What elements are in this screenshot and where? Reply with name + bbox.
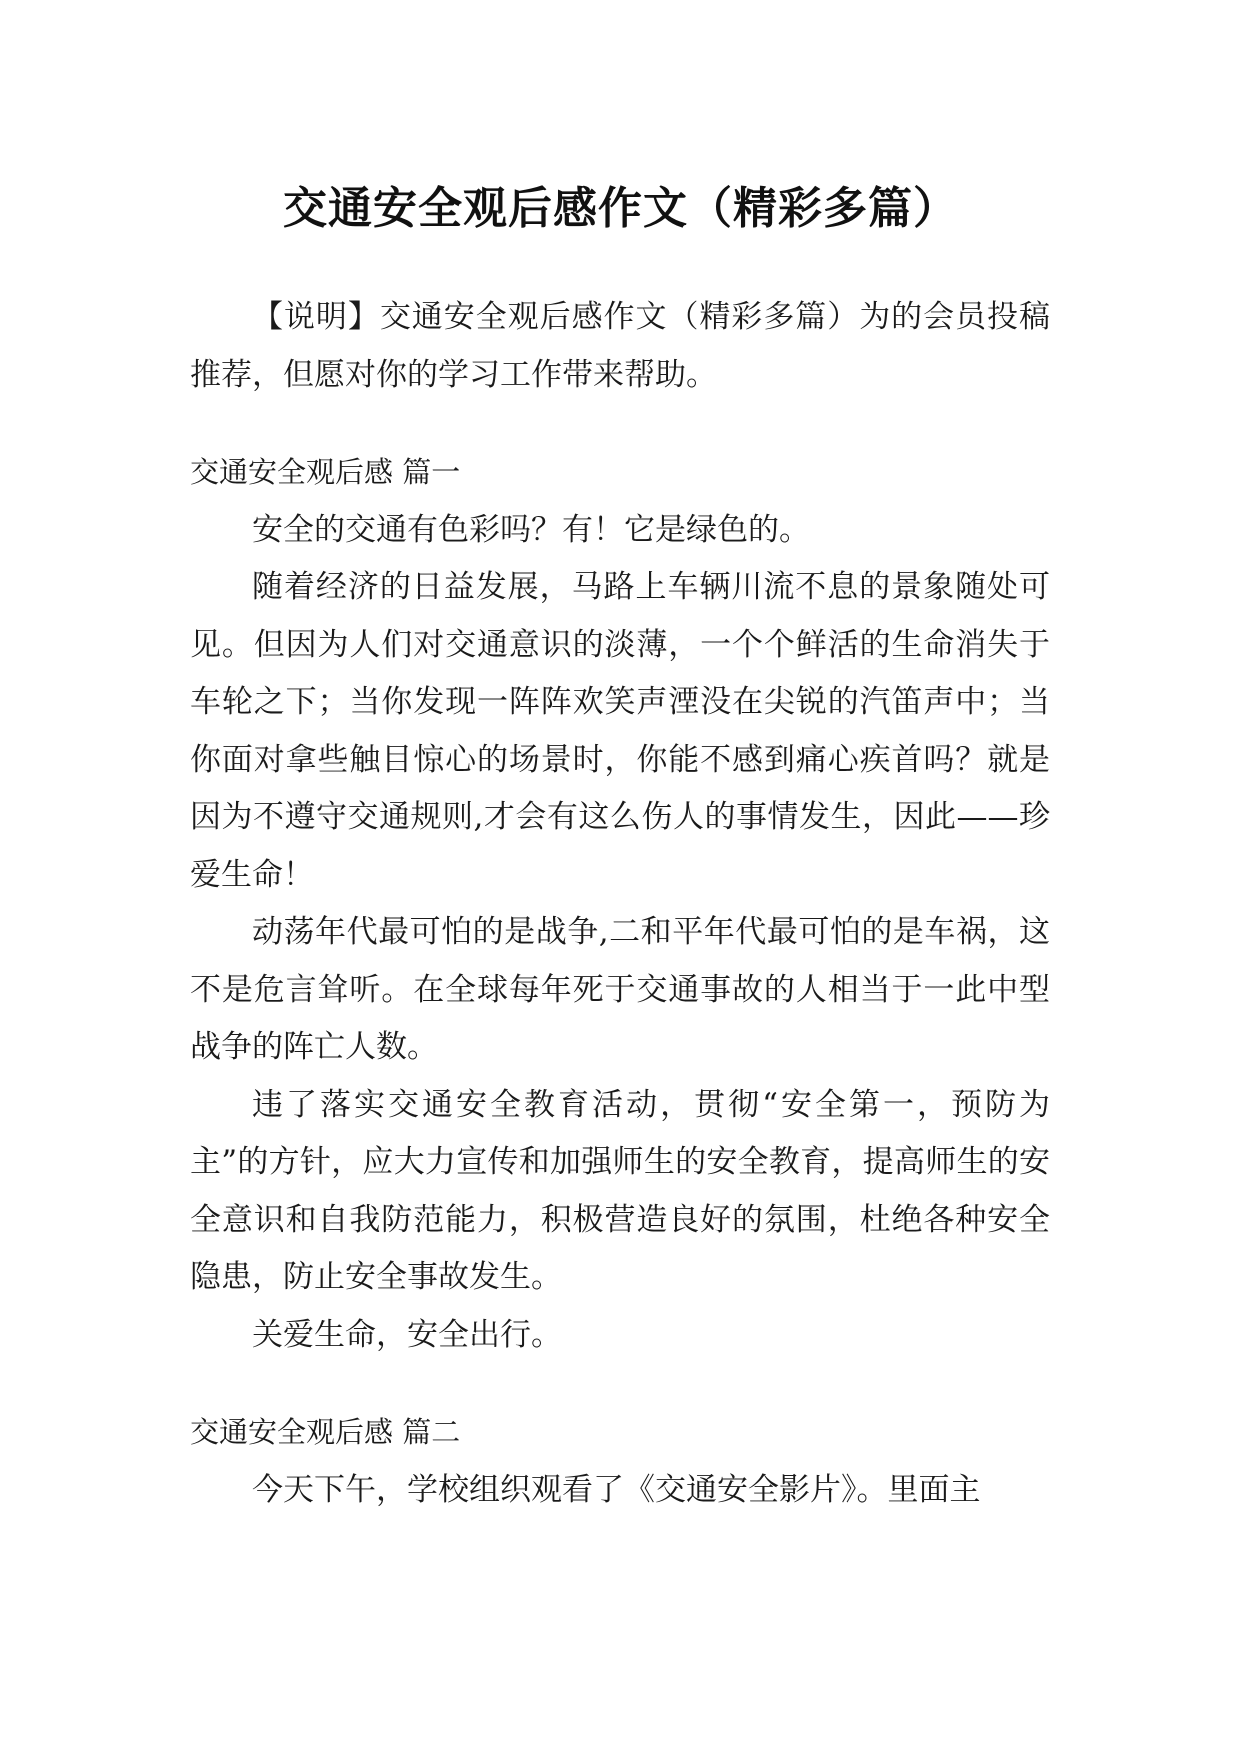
intro-paragraph: 【说明】交通安全观后感作文（精彩多篇）为的会员投稿推荐，但愿对你的学习工作带来帮助。 xyxy=(190,299,1050,393)
paragraph: 动荡年代最可怕的是战争,二和平年代最可怕的是车祸，这不是危言耸听。在全球每年死于交通事故的人相当于一此中型战争的阵亡人数。 xyxy=(190,914,1050,1065)
spacer xyxy=(190,1364,1050,1404)
section-heading-2: 交通安全观后感 篇二 xyxy=(190,1415,461,1449)
paragraph: 关爱生命，安全出行。 xyxy=(252,1316,562,1353)
page-title: 交通安全观后感作文（精彩多篇） xyxy=(283,183,958,235)
paragraph: 安全的交通有色彩吗？有！它是绿色的。 xyxy=(252,511,810,548)
section-heading-1: 交通安全观后感 篇一 xyxy=(190,455,461,489)
document-body xyxy=(190,289,1050,1519)
spacer xyxy=(190,404,1050,444)
paragraph: 违了落实交通安全教育活动，贯彻“安全第一，预防为主”的方针，应大力宣传和加强师生的安全教育，提高师生的安全意识和自我防范能力，积极营造良好的氛围，杜绝各种安全隐患，防止安全事故发生。 xyxy=(190,1086,1050,1295)
paragraph: 今天下午，学校组织观看了《交通安全影片》。里面主 xyxy=(252,1471,981,1508)
paragraph: 随着经济的日益发展，马路上车辆川流不息的景象随处可见。但因为人们对交通意识的淡薄，一个个鲜活的生命消失于车轮之下；当你发现一阵阵欢笑声湮没在尖锐的汽笛声中；当你面对拿些触目惊心的场景时，你能不感到痛心疾首吗？就是因为不遵守交通规则,才会有这么伤人的事情发生，因此——珍爱生命！ xyxy=(190,569,1050,893)
